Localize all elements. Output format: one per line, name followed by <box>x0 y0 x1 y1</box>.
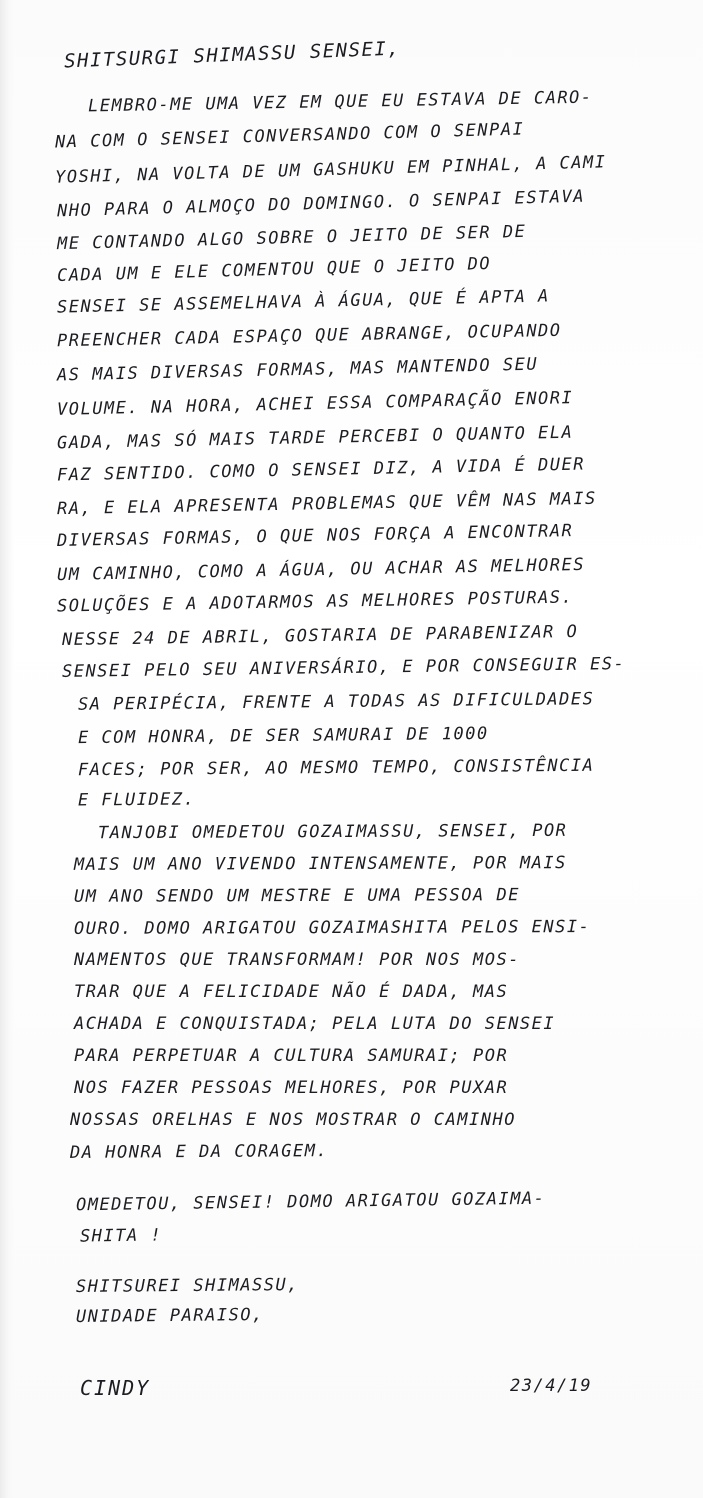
body-line: PREENCHER CADA ESPAÇO QUE ABRANGE, OCUPANDO <box>56 320 562 352</box>
body-line: TANJOBI OMEDETOU GOZAIMASSU, SENSEI, POR <box>97 820 568 844</box>
body-line: LEMBRO-ME UMA VEZ EM QUE EU ESTAVA DE CARO- <box>87 87 593 117</box>
body-line: SENSEI SE ASSEMELHAVA À ÁGUA, QUE É APTA A <box>56 286 551 318</box>
body-line: FACES; POR SER, AO MESMO TEMPO, CONSISTÊNCIA <box>77 755 595 781</box>
body-line: CADA UM E ELE COMENTOU QUE O JEITO DO <box>56 253 492 287</box>
body-line: NHO PARA O ALMOÇO DO DOMINGO. O SENPAI ESTAVA <box>56 186 586 222</box>
body-line: AS MAIS DIVERSAS FORMAS, MAS MANTENDO SEU <box>56 354 539 386</box>
body-line: DIVERSAS FORMAS, O QUE NOS FORÇA A ENCONTRAR <box>56 521 574 551</box>
body-line: NOSSAS ORELHAS E NOS MOSTRAR O CAMINHO <box>70 1110 516 1130</box>
body-line: OURO. DOMO ARIGATOU GOZAIMASHITA PELOS ENSI- <box>73 917 591 939</box>
signoff-line: SHITSUREI SHIMASSU, <box>75 1275 300 1297</box>
body-line: E FLUIDEZ. <box>77 789 196 811</box>
salutation: SHITSURGI SHIMASSU SENSEI, <box>63 37 401 73</box>
body-line: NA COM O SENSEI CONVERSANDO COM O SENPAI <box>54 119 525 153</box>
paper-edge-shadow <box>0 0 14 1498</box>
body-line: VOLUME. NA HORA, ACHEI ESSA COMPARAÇÃO ENORI <box>56 388 574 420</box>
signature: CINDY <box>80 1376 151 1400</box>
body-line: SOLUÇÕES E A ADOTARMOS AS MELHORES POSTURAS. <box>56 587 574 617</box>
body-line: ME CONTANDO ALGO SOBRE O JEITO DE SER DE <box>56 221 527 255</box>
body-line: SA PERIPÉCIA, FRENTE A TODAS AS DIFICULDADES <box>77 689 595 715</box>
body-line: UM CAMINHO, COMO A ÁGUA, OU ACHAR AS MELHORES <box>56 554 586 586</box>
body-line: NOS FAZER PESSOAS MELHORES, POR PUXAR <box>74 1078 509 1098</box>
body-line: TRAR QUE A FELICIDADE NÃO É DADA, MAS <box>74 982 509 1002</box>
body-line: PARA PERPETUAR A CULTURA SAMURAI; POR <box>74 1046 509 1066</box>
signoff-line: UNIDADE PARAISO, <box>75 1305 264 1327</box>
body-line: UM ANO SENDO UM MESTRE E UMA PESSOA DE <box>73 885 520 907</box>
body-line: E COM HONRA, DE SER SAMURAI DE 1000 <box>77 723 489 749</box>
body-line: YOSHI, NA VOLTA DE UM GASHUKU EM PINHAL, A CAMI <box>54 152 607 188</box>
body-line: RA, E ELA APRESENTA PROBLEMAS QUE VÊM NAS MAIS <box>56 488 597 520</box>
body-line: NAMENTOS QUE TRANSFORMAM! POR NOS MOS- <box>74 950 520 970</box>
body-line: SENSEI PELO SEU ANIVERSÁRIO, E POR CONSEGUIR ES- <box>61 654 626 682</box>
body-line: FAZ SENTIDO. COMO O SENSEI DIZ, A VIDA É DUER <box>56 454 586 486</box>
body-line: GADA, MAS SÓ MAIS TARDE PERCEBI O QUANTO ELA <box>56 422 574 454</box>
date: 23/4/19 <box>510 1376 593 1396</box>
closing-line: OMEDETOU, SENSEI! DOMO ARIGATOU GOZAIMA- <box>75 1188 546 1216</box>
body-line: NESSE 24 DE ABRIL, GOSTARIA DE PARABENIZAR O <box>61 621 579 651</box>
closing-line: SHITA ! <box>79 1225 163 1247</box>
body-line: DA HONRA E DA CORAGEM. <box>69 1141 329 1163</box>
body-line: MAIS UM ANO VIVENDO INTENSAMENTE, POR MAIS <box>73 853 567 875</box>
body-line: ACHADA E CONQUISTADA; PELA LUTA DO SENSEI <box>74 1014 556 1034</box>
